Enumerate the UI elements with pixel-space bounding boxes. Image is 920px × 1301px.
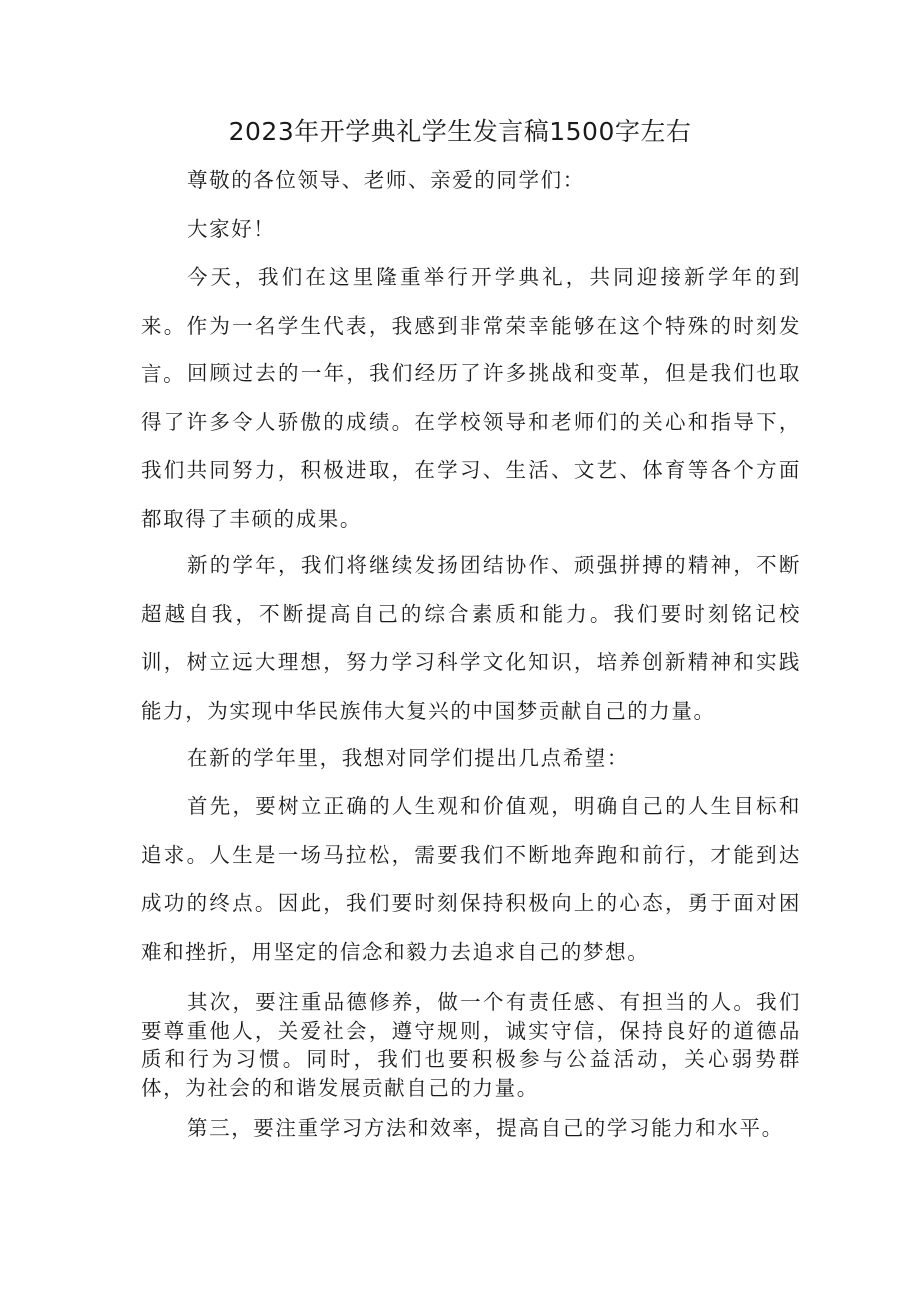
opening-paragraph: 今天，我们在这里隆重举行开学典礼，共同迎接新学年的到来。作为一名学生代表，我感到非常荣幸能够在这个特殊的时刻发言。 bbox=[141, 265, 801, 386]
document-title: 2023年开学典礼学生发言稿1500字左右 bbox=[228, 117, 692, 146]
first-hope-paragraph: 首先，要树立正确的人生观和价值观，明确自己的人生目标和追求。人生是一场马拉松，需要我们不断地奔跑和前行，才能到达成功的终点。因此，我们要时刻保持积极向上的心态，勇于面对困难和挫折，用坚定的信念和毅力去追求自己的梦想。 bbox=[141, 794, 801, 964]
review-paragraph: 回顾过去的一年，我们经历了许多挑战和变革，但是我们也取得了许多令人骄傲的成绩。在学校领导和老师们的关心和指导下，我们共同努力，积极进取，在学习、生活、文艺、体育等各个方面都取得了丰硕的成果。 bbox=[141, 361, 801, 531]
third-hope-paragraph: 第三，要注重学习方法和效率，提高自己的学习能力和水平。 bbox=[187, 1116, 784, 1140]
new-year-paragraph: 新的学年，我们将继续发扬团结协作、顽强拼搏的精神，不断超越自我，不断提高自己的综合素质和能力。我们要时刻铭记校训，树立远大理想，努力学习科学文化知识，培养创新精神和实践能力，为实现中华民族伟大复兴的中国梦贡献自己的力量。 bbox=[141, 553, 801, 723]
greeting-paragraph: 大家好！ bbox=[187, 217, 276, 241]
salutation-paragraph: 尊敬的各位领导、老师、亲爱的同学们： bbox=[187, 168, 585, 192]
second-hope-paragraph: 其次，要注重品德修养，做一个有责任感、有担当的人。我们要尊重他人，关爱社会，遵守规则，诚实守信，保持良好的道德品质和行为习惯。同时，我们也要积极参与公益活动，关心弱势群体，为社会的和谐发展贡献自己的力量。 bbox=[141, 990, 801, 1100]
hopes-intro-paragraph: 在新的学年里，我想对同学们提出几点希望： bbox=[187, 746, 629, 770]
